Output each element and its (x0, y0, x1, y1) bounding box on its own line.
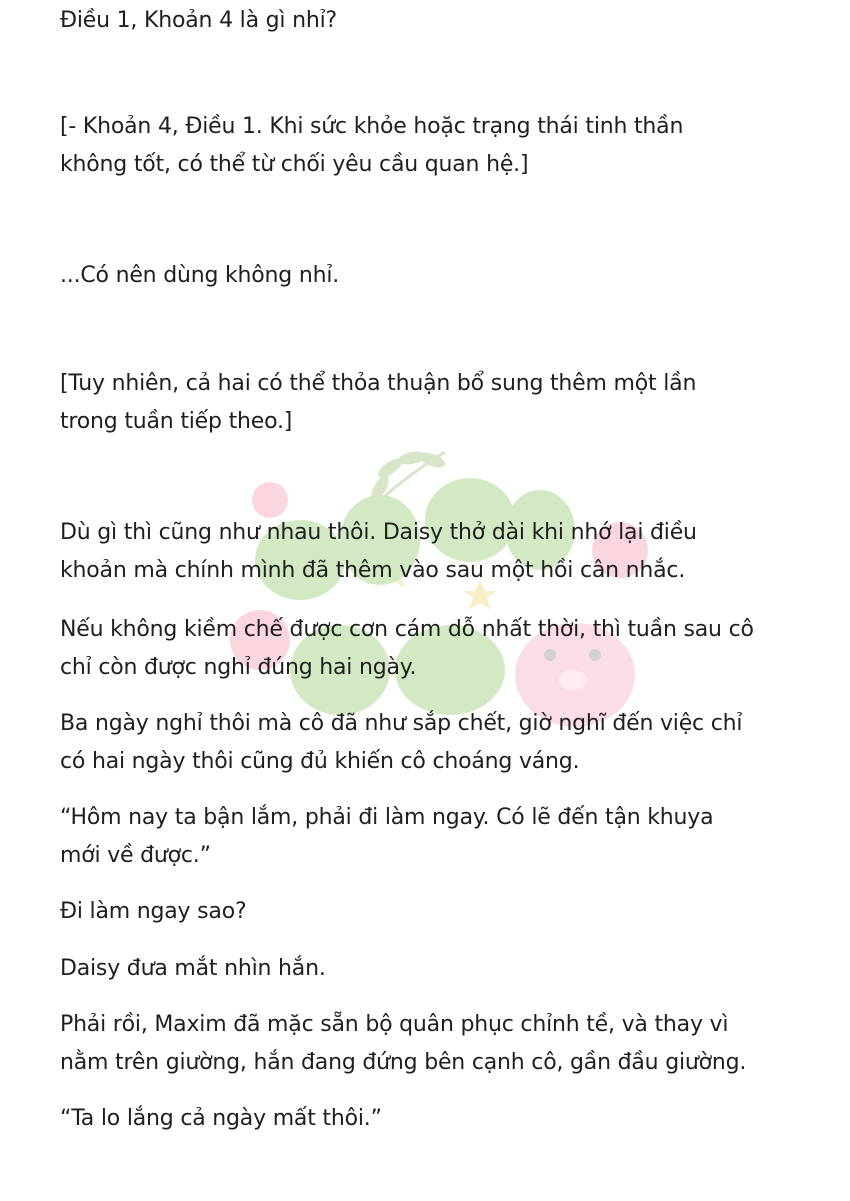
paragraph (60, 257, 800, 295)
text-line: ...Có nên dùng không nhỉ. (60, 263, 340, 288)
paragraph (60, 893, 800, 931)
paragraph (60, 365, 800, 441)
paragraph (60, 799, 800, 875)
paragraph (60, 1006, 800, 1082)
paragraph (60, 108, 800, 184)
text-line: [Tuy nhiên, cả hai có thể thỏa thuận bổ sung thêm một lần (60, 371, 697, 396)
text-line: Nếu không kiềm chế được cơn cám dỗ nhất thời, thì tuần sau cô (60, 617, 754, 642)
text-line: Ba ngày nghỉ thôi mà cô đã như sắp chết, giờ nghĩ đến việc chỉ (60, 711, 743, 736)
paragraph (60, 705, 800, 781)
text-line: Phải rồi, Maxim đã mặc sẵn bộ quân phục chỉnh tề, và thay vì (60, 1012, 729, 1037)
text-line: mới về được.” (60, 843, 211, 868)
text-line: Điều 1, Khoản 4 là gì nhỉ? (60, 8, 337, 33)
text-line: không tốt, có thể từ chối yêu cầu quan hệ.] (60, 152, 529, 177)
text-line: Daisy đưa mắt nhìn hắn. (60, 956, 326, 981)
text-line: chỉ còn được nghỉ đúng hai ngày. (60, 655, 417, 680)
text-line: nằm trên giường, hắn đang đứng bên cạnh cô, gần đầu giường. (60, 1050, 747, 1075)
paragraph (60, 950, 800, 988)
text-line: có hai ngày thôi cũng đủ khiến cô choáng váng. (60, 749, 580, 774)
text-line: trong tuần tiếp theo.] (60, 409, 293, 434)
text-line: Đi làm ngay sao? (60, 899, 247, 924)
text-line: Dù gì thì cũng như nhau thôi. Daisy thở dài khi nhớ lại điều (60, 520, 697, 545)
text-line: khoản mà chính mình đã thêm vào sau một hồi cân nhắc. (60, 558, 686, 583)
text-line: [- Khoản 4, Điều 1. Khi sức khỏe hoặc trạng thái tinh thần (60, 114, 684, 139)
paragraph (60, 514, 800, 590)
paragraph (60, 1100, 800, 1138)
text-line: “Ta lo lắng cả ngày mất thôi.” (60, 1106, 382, 1131)
paragraph (60, 611, 800, 687)
paragraph (60, 2, 800, 40)
text-line: “Hôm nay ta bận lắm, phải đi làm ngay. Có lẽ đến tận khuya (60, 805, 714, 830)
